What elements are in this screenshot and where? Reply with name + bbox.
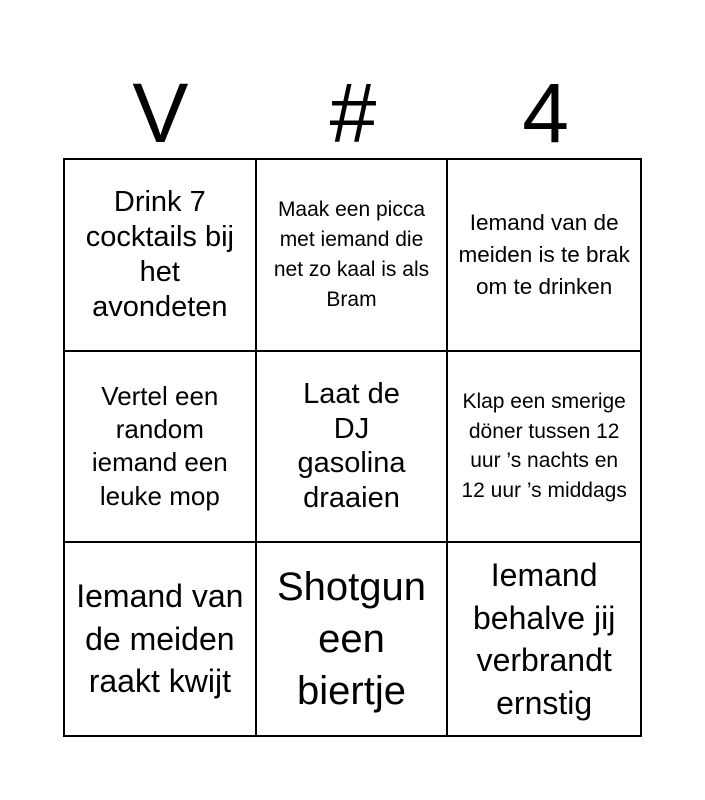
bingo-header xyxy=(64,66,642,160)
bingo-cell-r1c2[interactable] xyxy=(257,160,449,352)
bingo-cell-r3c3[interactable] xyxy=(448,543,640,735)
bingo-board xyxy=(63,158,642,737)
header-letter-4: 4 xyxy=(522,66,570,160)
bingo-cell-r3c2[interactable] xyxy=(257,543,449,735)
bingo-cell-r2c3[interactable] xyxy=(448,352,640,544)
bingo-cell-text: Iemand behalve jij verbrandt ernstig xyxy=(473,557,616,721)
bingo-cell-r3c1[interactable] xyxy=(65,543,257,735)
bingo-cell-text: Iemand van de meiden raakt kwijt xyxy=(76,578,244,700)
bingo-cell-r1c1[interactable] xyxy=(65,160,257,352)
bingo-cell-r2c2[interactable] xyxy=(257,352,449,544)
bingo-cell-text: Klap een smerige döner tussen 12 uur ’s nachts en 12 uur ’s middags xyxy=(461,389,627,503)
bingo-cell-text: Maak een picca met iemand die net zo kaal is als Bram xyxy=(273,198,430,311)
bingo-cell-text: Iemand van de meiden is te brak om te drinken xyxy=(458,209,630,299)
bingo-cell-text: Vertel een random iemand een leuke mop xyxy=(91,380,228,511)
bingo-cell-r2c1[interactable] xyxy=(65,352,257,544)
header-letter-hash: # xyxy=(329,66,377,160)
bingo-cell-text: Drink 7 cocktails bij het avondeten xyxy=(85,186,234,323)
bingo-cell-text: Laat de DJ gasolina draaien xyxy=(297,377,406,515)
bingo-cell-text: Shotgun een biertje xyxy=(276,565,426,714)
bingo-cell-r1c3[interactable] xyxy=(448,160,640,352)
header-letter-v: V xyxy=(132,66,189,160)
